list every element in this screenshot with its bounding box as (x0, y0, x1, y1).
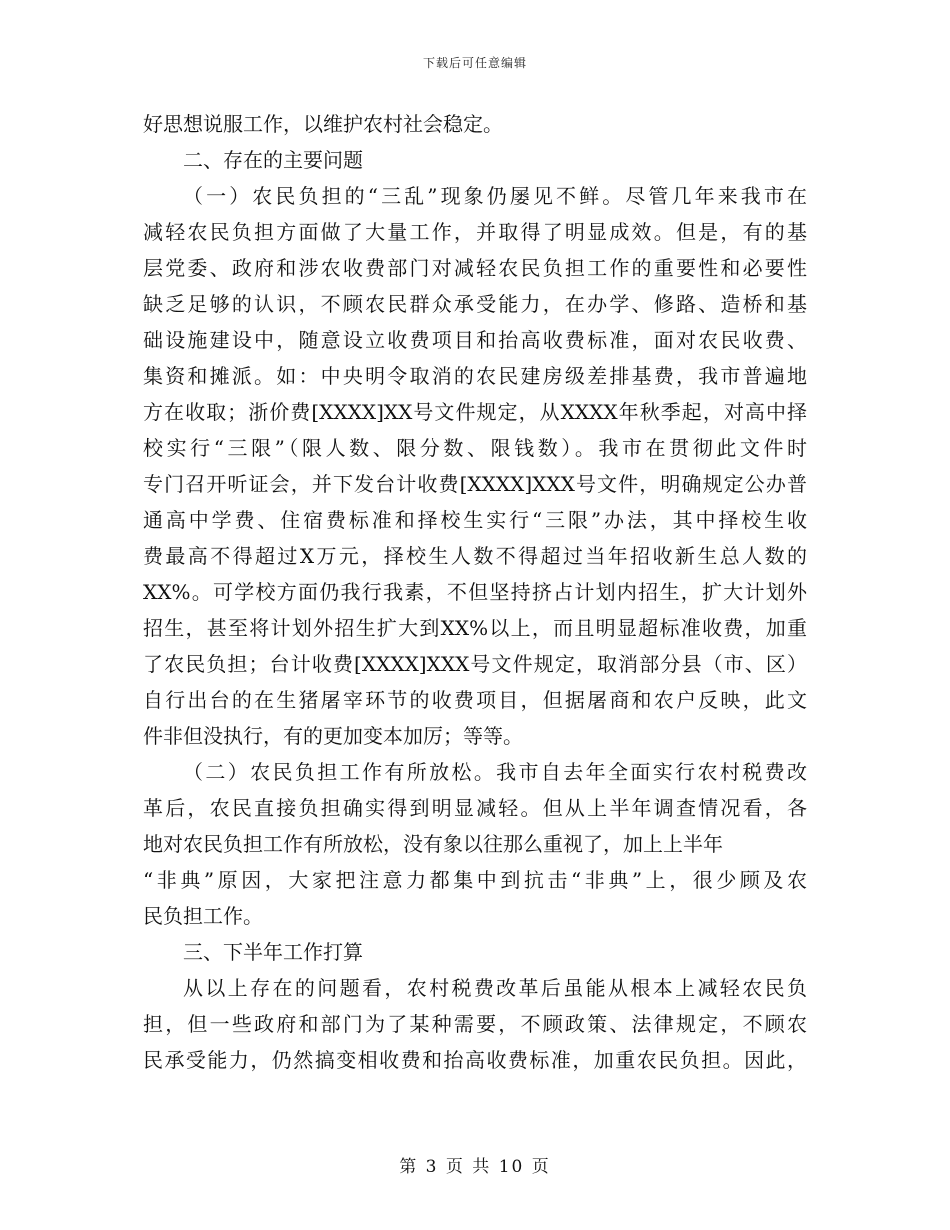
text-line: 革后，农民直接负担确实得到明显减轻。但从上半年调查情况看，各 (143, 796, 807, 820)
text-line: 民承受能力，仍然搞变相收费和抬高收费标准，加重农民负担。因此， (143, 1048, 807, 1072)
text-line: 件非但没执行，有的更加变本加厉；等等。 (143, 724, 523, 748)
text-line: 了农民负担；台计收费[XXXX]XXX号文件规定，取消部分县（市、区） (143, 652, 807, 676)
text-line: 地对农民负担工作有所放松，没有象以往那么重视了，加上上半年 (143, 832, 723, 856)
text-line: XX%。可学校方面仍我行我素，不但坚持挤占计划内招生，扩大计划外 (143, 580, 807, 604)
text-line: “非典”原因，大家把注意力都集中到抗击“非典”上，很少顾及农 (143, 868, 807, 892)
text-line: 自行出台的在生猪屠宰环节的收费项目，但据屠商和农户反映，此文 (143, 688, 807, 712)
text-line: 招生，甚至将计划外招生扩大到XX%以上，而且明显超标准收费，加重 (143, 616, 807, 640)
page-number-footer: 第 3 页 共 10 页 (399, 1157, 551, 1177)
text-line: 础设施建设中，随意设立收费项目和抬高收费标准，面对农民收费、 (143, 328, 807, 352)
text-line: 缺乏足够的认识，不顾农民群众承受能力，在办学、修路、造桥和基 (143, 292, 807, 316)
text-line: 民负担工作。 (143, 904, 263, 928)
text-line: （二）农民负担工作有所放松。我市自去年全面实行农村税费改 (183, 760, 807, 784)
text-line: 好思想说服工作，以维护农村社会稳定。 (143, 112, 503, 136)
text-line: 通高中学费、住宿费标准和择校生实行“三限”办法，其中择校生收 (143, 508, 807, 532)
text-line: （一）农民负担的“三乱”现象仍屡见不鲜。尽管几年来我市在 (183, 184, 807, 208)
text-line: 二、存在的主要问题 (183, 148, 363, 172)
text-line: 从以上存在的问题看，农村税费改革后虽能从根本上减轻农民负 (183, 976, 807, 1000)
text-line: 层党委、政府和涉农收费部门对减轻农民负担工作的重要性和必要性 (143, 256, 807, 280)
text-line: 三、下半年工作打算 (183, 940, 363, 964)
text-line: 减轻农民负担方面做了大量工作，并取得了明显成效。但是，有的基 (143, 220, 807, 244)
document-body (143, 106, 807, 1078)
text-line: 专门召开听证会，并下发台计收费[XXXX]XXX号文件，明确规定公办普 (143, 472, 807, 496)
page-header: 下载后可任意编辑 (422, 56, 527, 70)
text-line: 担，但一些政府和部门为了某种需要，不顾政策、法律规定，不顾农 (143, 1012, 807, 1036)
text-line: 集资和摊派。如：中央明令取消的农民建房级差排基费，我市普遍地 (143, 364, 807, 388)
text-line: 费最高不得超过X万元，择校生人数不得超过当年招收新生总人数的 (143, 544, 807, 568)
text-line: 方在收取；浙价费[XXXX]XX号文件规定，从XXXX年秋季起，对高中择 (143, 400, 807, 424)
text-line: 校实行“三限”（限人数、限分数、限钱数）。我市在贯彻此文件时 (143, 436, 807, 460)
